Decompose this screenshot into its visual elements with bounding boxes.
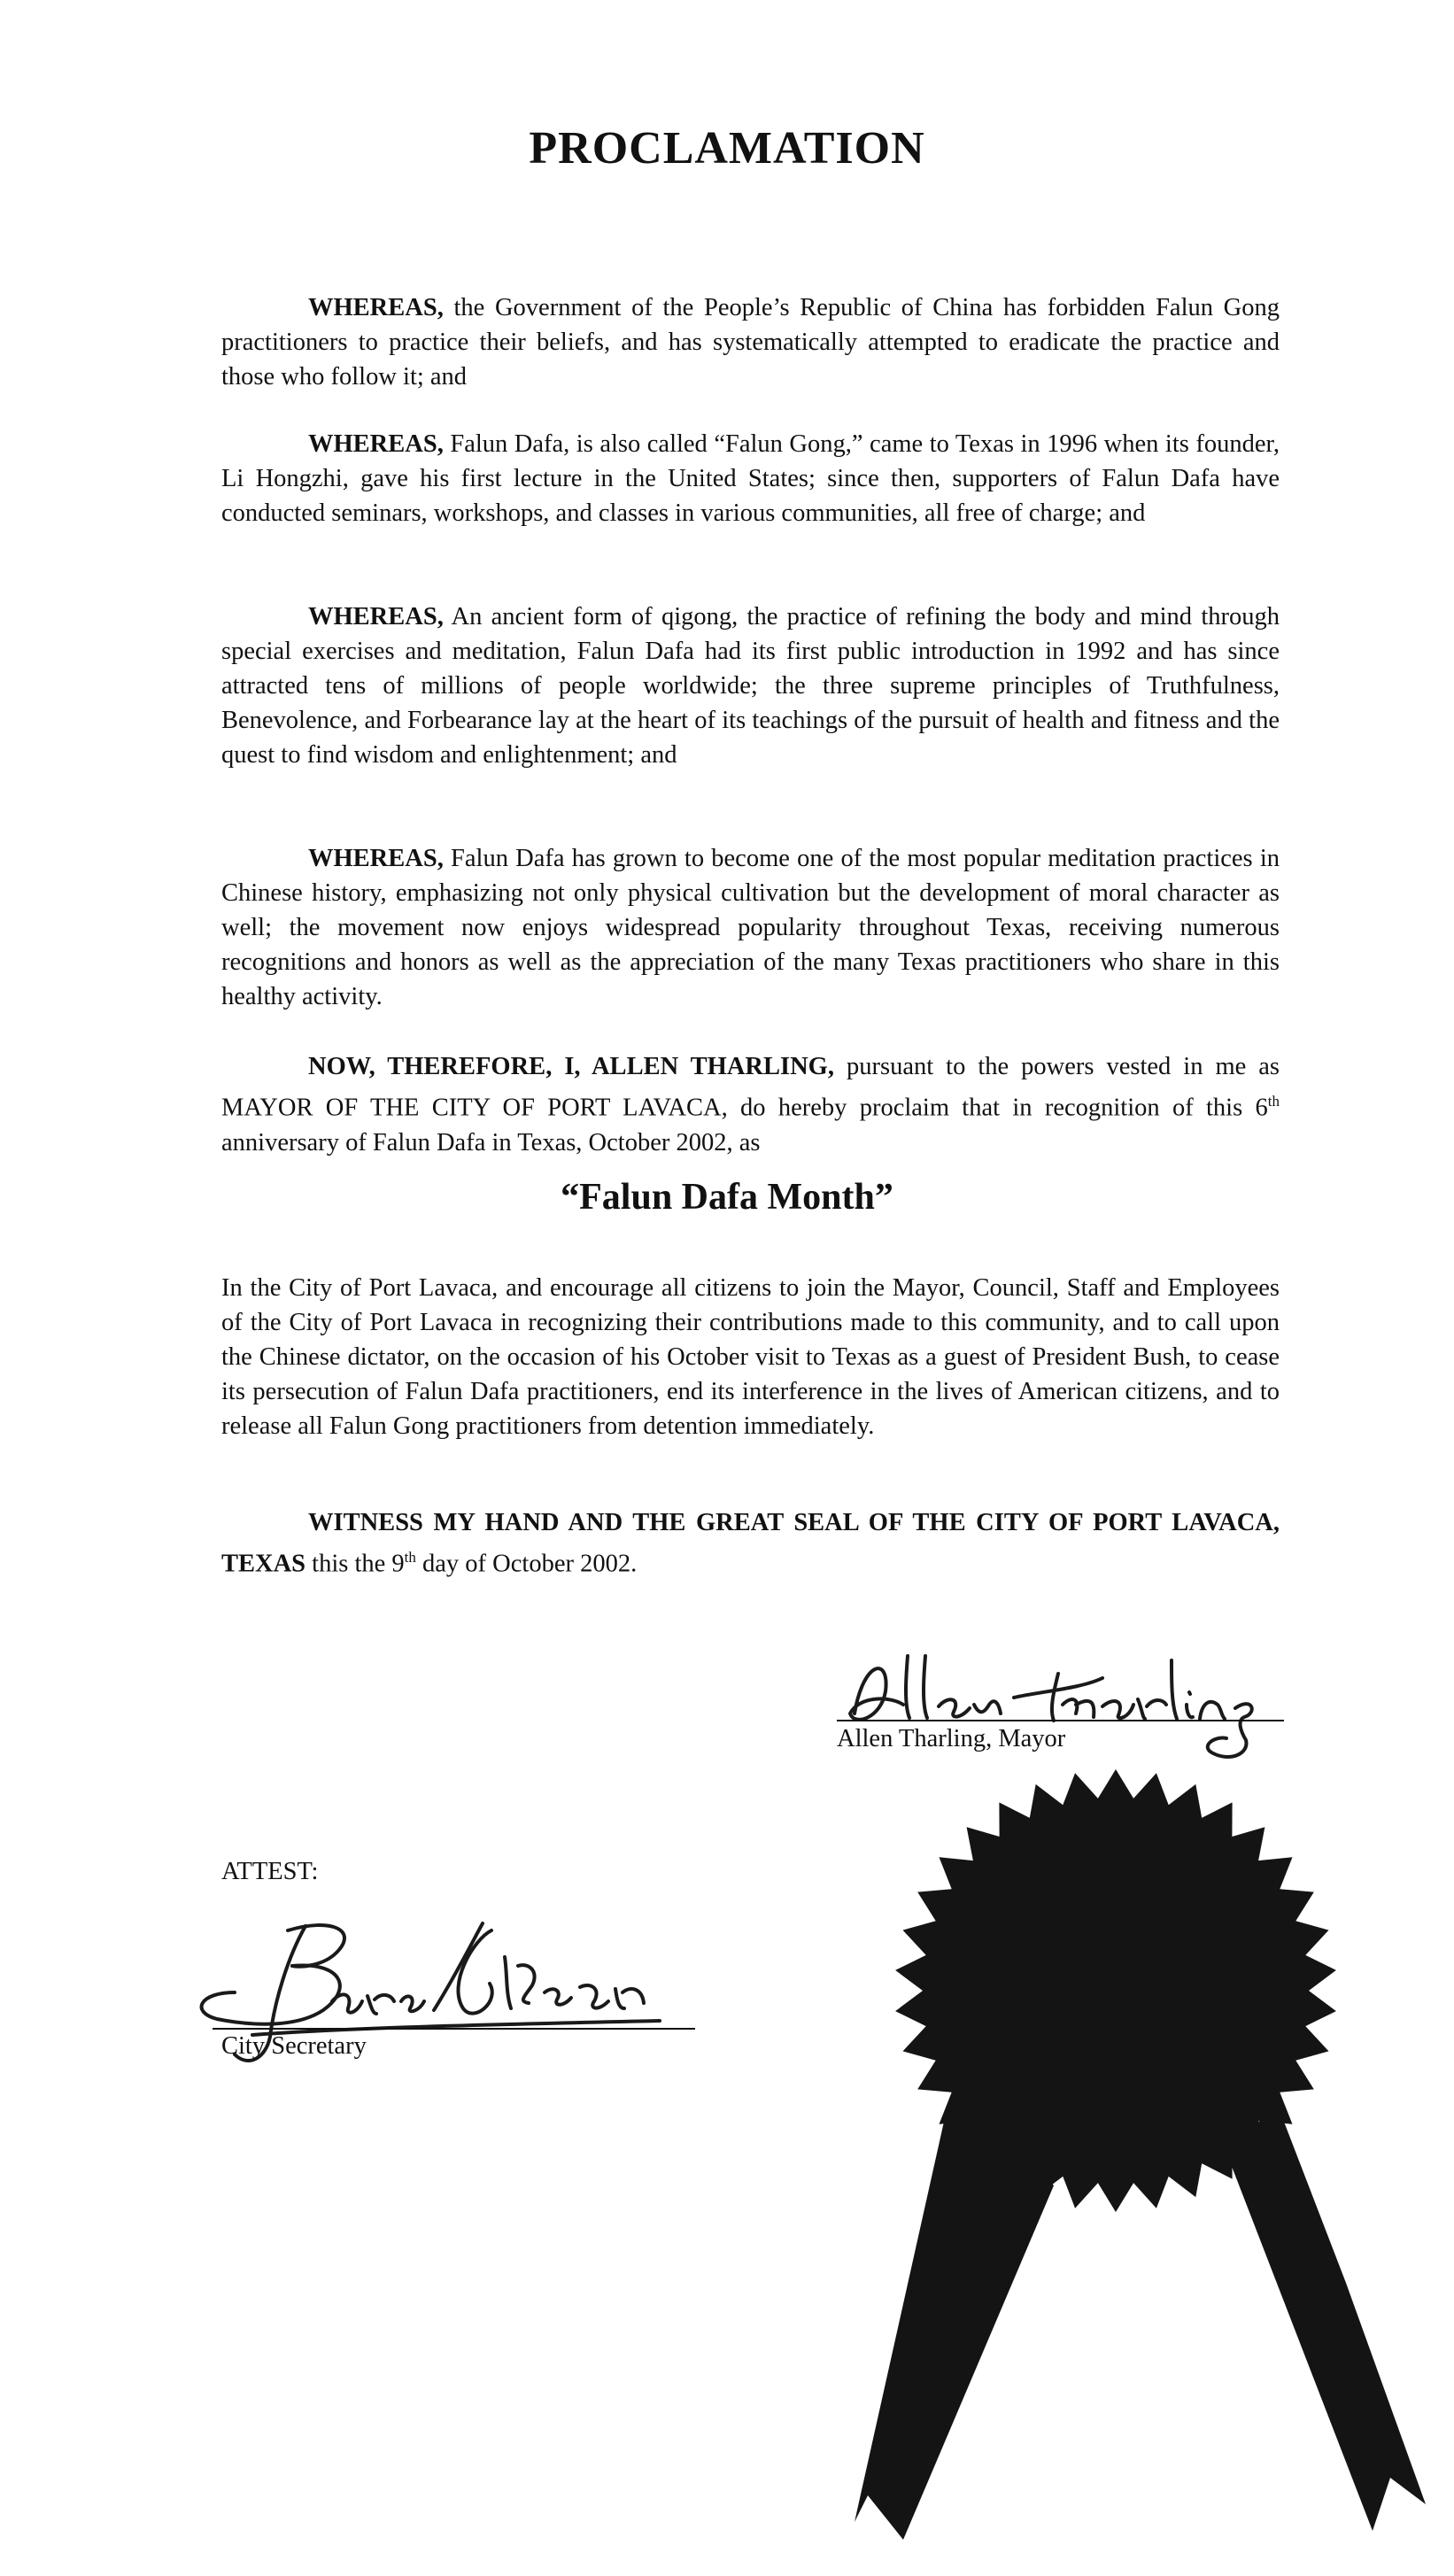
whereas-paragraph-1 [221, 290, 1280, 394]
now-therefore-text: pursuant to the powers vested in me as MAYOR OF THE CITY OF PORT LAVACA, do hereby proclaim that in recognition of this 6 [221, 1053, 1280, 1122]
proclaimed-title: “Falun Dafa Month” [561, 1177, 893, 1218]
whereas-lead: WHEREAS, [308, 603, 444, 630]
ordinal-suffix: th [1267, 1093, 1280, 1110]
whereas-paragraph-2 [221, 427, 1280, 530]
whereas-text: the Government of the People’s Republic of China has forbidden Falun Gong practitioners to practice their beliefs, and has systematically attempted to eradicate the practice and those who follow it; and [221, 294, 1280, 391]
secretary-title-label: City Secretary [221, 2032, 367, 2060]
document-title: PROCLAMATION [529, 123, 925, 174]
whereas-paragraph-3 [221, 600, 1280, 772]
whereas-text: An ancient form of qigong, the practice of refining the body and mind through special exercises and meditation, Falun Dafa had its first public introduction in 1992 and has since attracted tens of millions of people worldwide; the three supreme principles of Truthfulness, Benevolence, and Forbearance lay at the heart of its teachings of the pursuit of health and fitness and the quest to find wisdom and enlightenment; and [221, 603, 1280, 769]
whereas-text: Falun Dafa has grown to become one of the most popular meditation practices in Chinese history, emphasizing not only physical cultivation but the development of moral character as well; the movement now enjoys widespread popularity throughout Texas, receiving numerous recognitions and honors as well as the appreciation of the many Texas practitioners who share in this healthy activity. [221, 845, 1280, 1010]
now-therefore-text-end: anniversary of Falun Dafa in Texas, October 2002, as [221, 1128, 761, 1156]
witness-text-end: day of October 2002. [415, 1550, 638, 1578]
resolution-paragraph: In the City of Port Lavaca, and encourage all citizens to join the Mayor, Council, Staff and Employees of the City of Port Lavaca in recognizing their contributions made to this community, and to call upon the Chinese dictator, on the occasion of his October visit to Texas as a guest of President Bush, to cease its persecution of Falun Dafa practitioners, end its interference in the lives of American citizens, and to release all Falun Gong practitioners from detention immediately. [221, 1274, 1280, 1440]
ordinal-suffix: th [404, 1549, 416, 1566]
mayor-signature-line [837, 1720, 1284, 1721]
seal-icon [850, 1769, 1435, 2566]
mayor-name-label: Allen Tharling, Mayor [837, 1725, 1066, 1752]
witness-lead: WITNESS MY HAND AND THE GREAT SEAL OF THE CITY OF PORT LAVACA, TEXAS [221, 1509, 1280, 1578]
whereas-paragraph-4 [221, 841, 1280, 1014]
witness-text: this the 9 [305, 1550, 405, 1578]
whereas-text: Falun Dafa, is also called “Falun Gong,” came to Texas in 1996 when its founder, Li Hongzhi, gave his first lecture in the United States; since then, supporters of Falun Dafa have conducted seminars, workshops, and classes in various communities, all free of charge; and [221, 430, 1280, 527]
now-therefore-paragraph [221, 1049, 1280, 1160]
whereas-lead: WHEREAS, [308, 845, 444, 872]
whereas-lead: WHEREAS, [308, 294, 444, 321]
now-therefore-lead: NOW, THEREFORE, I, ALLEN THARLING, [308, 1053, 834, 1080]
secretary-signature-line [213, 2028, 695, 2030]
whereas-lead: WHEREAS, [308, 430, 444, 458]
witness-paragraph [221, 1505, 1280, 1582]
attest-label: ATTEST: [221, 1858, 319, 1885]
